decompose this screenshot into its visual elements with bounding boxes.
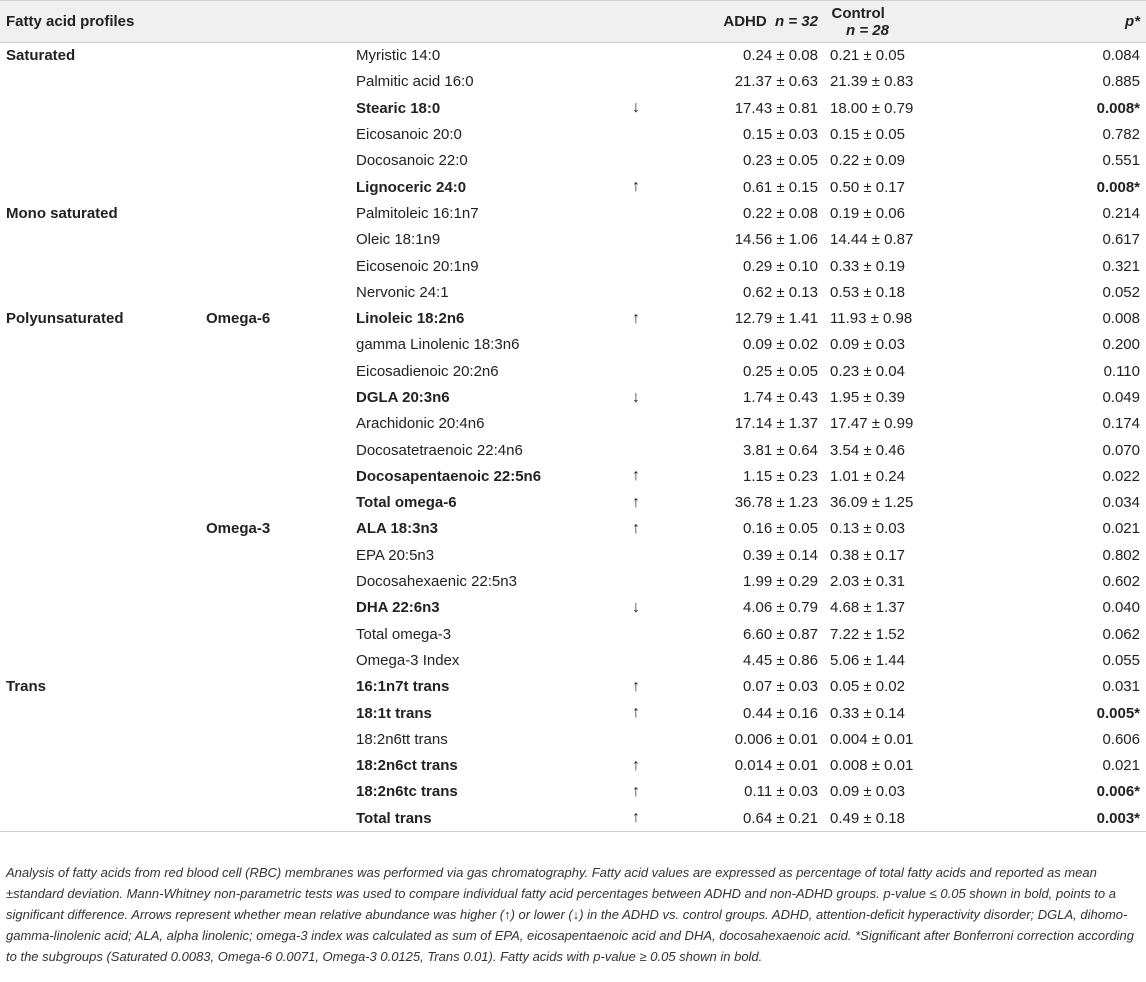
- cell-p-value: 0.008*: [1096, 178, 1140, 196]
- cell-direction-arrow: [604, 647, 694, 673]
- cell-control-value: 1.95 ± 0.39: [830, 389, 905, 406]
- cell-fatty-acid: Lignoceric 24:0: [356, 178, 467, 196]
- cell-p-value: 0.321: [1102, 257, 1140, 275]
- cell-direction-arrow: [604, 148, 694, 174]
- cell-direction-arrow: ↑: [632, 493, 640, 511]
- table-header-row: [0, 1, 1146, 43]
- cell-group: [0, 542, 200, 568]
- cell-control-value: 0.008 ± 0.01: [830, 757, 914, 775]
- cell-group: [0, 437, 200, 463]
- table-row: [0, 647, 1146, 673]
- table-row: [0, 253, 1146, 279]
- header-control-label: Control: [831, 4, 885, 22]
- cell-direction-arrow: ↓: [632, 99, 640, 117]
- cell-control-value: 1.01 ± 0.24: [830, 467, 905, 485]
- table-row: [0, 542, 1146, 568]
- cell-subgroup: [200, 174, 346, 200]
- cell-group: [0, 174, 200, 200]
- table-row: [0, 726, 1146, 752]
- header-control: [824, 1, 1017, 43]
- cell-fatty-acid: Eicosanoic 20:0: [356, 126, 462, 144]
- cell-group: [0, 779, 200, 805]
- cell-fatty-acid: Palmitic acid 16:0: [356, 73, 474, 91]
- cell-direction-arrow: [604, 568, 694, 594]
- table-row: [0, 779, 1146, 805]
- cell-adhd-value: 17.14 ± 1.37: [734, 415, 818, 433]
- cell-adhd-value: 6.60 ± 0.87: [743, 625, 818, 643]
- cell-group: [0, 358, 200, 384]
- cell-direction-arrow: [604, 332, 694, 358]
- cell-fatty-acid: 18:2n6tt trans: [356, 730, 448, 748]
- table-body: [0, 43, 1146, 832]
- cell-control-value: 0.50 ± 0.17: [830, 178, 905, 196]
- cell-p-value: 0.110: [1103, 362, 1140, 380]
- cell-fatty-acid: Docosapentaenoic 22:5n6: [356, 467, 542, 485]
- cell-p-value: 0.021: [1102, 757, 1140, 775]
- cell-p-value: 0.005*: [1096, 704, 1140, 722]
- cell-control-value: 4.68 ± 1.37: [830, 599, 905, 617]
- cell-subgroup: [200, 121, 346, 147]
- cell-p-value: 0.617: [1102, 231, 1140, 249]
- cell-group: [0, 568, 200, 594]
- cell-adhd-value: 1.15 ± 0.23: [743, 467, 818, 485]
- cell-subgroup: [200, 437, 346, 463]
- cell-p-value: 0.606: [1102, 730, 1140, 748]
- cell-control-value: 0.49 ± 0.18: [824, 805, 1017, 831]
- cell-control-value: 3.54 ± 0.46: [830, 441, 905, 459]
- cell-adhd-value: 21.37 ± 0.63: [734, 73, 818, 91]
- cell-control-value: 5.06 ± 1.44: [830, 651, 905, 669]
- cell-subgroup: [200, 621, 346, 647]
- cell-fatty-acid: Omega-3 Index: [356, 651, 460, 669]
- cell-fatty-acid: ALA 18:3n3: [356, 520, 438, 538]
- cell-subgroup: [200, 384, 346, 410]
- cell-control-value: 17.47 ± 0.99: [830, 415, 914, 433]
- cell-p-value: 0.031: [1102, 678, 1140, 696]
- cell-subgroup: [200, 148, 346, 174]
- table-row: [0, 463, 1146, 489]
- table-row: [0, 227, 1146, 253]
- cell-adhd-value: 36.78 ± 1.23: [734, 494, 818, 512]
- cell-adhd-value: 14.56 ± 1.06: [734, 231, 818, 249]
- cell-p-value: 0.003*: [1017, 805, 1146, 831]
- cell-p-value: 0.802: [1102, 546, 1140, 564]
- cell-fatty-acid: Nervonic 24:1: [356, 283, 449, 301]
- table-row: [0, 437, 1146, 463]
- cell-fatty-acid: Stearic 18:0: [356, 99, 441, 117]
- cell-p-value: 0.006*: [1096, 783, 1140, 801]
- cell-direction-arrow: ↓: [632, 388, 640, 406]
- cell-group: [0, 148, 200, 174]
- cell-fatty-acid: Docosanoic 22:0: [356, 152, 468, 170]
- cell-p-value: 0.008: [1102, 310, 1140, 328]
- cell-group: [0, 621, 200, 647]
- cell-group: [0, 384, 200, 410]
- cell-subgroup: [200, 69, 346, 95]
- cell-fatty-acid: DGLA 20:3n6: [356, 389, 450, 406]
- cell-adhd-value: 0.25 ± 0.05: [743, 362, 818, 380]
- cell-group: [0, 516, 200, 542]
- table-row: [0, 621, 1146, 647]
- cell-fatty-acid: Total omega-3: [356, 625, 452, 643]
- cell-subgroup: [200, 95, 346, 121]
- cell-adhd-value: 3.81 ± 0.64: [743, 441, 818, 459]
- cell-control-value: 0.22 ± 0.09: [830, 152, 905, 170]
- cell-group: [0, 121, 200, 147]
- table-row: [0, 69, 1146, 95]
- cell-group: [0, 279, 200, 305]
- cell-subgroup: [200, 674, 346, 700]
- cell-control-value: 0.09 ± 0.03: [830, 783, 905, 801]
- table-row: [0, 411, 1146, 437]
- cell-adhd-value: 0.09 ± 0.02: [743, 336, 818, 354]
- cell-group: [0, 805, 200, 831]
- cell-control-value: 0.15 ± 0.05: [830, 126, 905, 144]
- cell-subgroup: [200, 227, 346, 253]
- cell-direction-arrow: [604, 726, 694, 752]
- header-arrow: [604, 1, 694, 43]
- cell-adhd-value: 0.07 ± 0.03: [743, 678, 818, 696]
- cell-subgroup: [200, 43, 346, 69]
- cell-control-value: 0.09 ± 0.03: [830, 336, 905, 354]
- table-row: [0, 674, 1146, 700]
- cell-group: [0, 463, 200, 489]
- cell-subgroup: [200, 779, 346, 805]
- header-adhd: [694, 1, 824, 43]
- cell-p-value: 0.200: [1102, 336, 1140, 354]
- table-row: [0, 595, 1146, 621]
- cell-p-value: 0.021: [1102, 520, 1140, 538]
- table-row: [0, 174, 1146, 200]
- cell-group: [0, 253, 200, 279]
- cell-direction-arrow: ↑: [632, 677, 640, 695]
- table-row: [0, 805, 1146, 831]
- cell-control-value: 0.13 ± 0.03: [830, 520, 905, 538]
- cell-subgroup: Omega-6: [206, 310, 271, 328]
- cell-subgroup: [200, 358, 346, 384]
- cell-fatty-acid: Eicosenoic 20:1n9: [356, 257, 479, 275]
- header-p-label: p*: [1125, 13, 1140, 30]
- table-row: [0, 358, 1146, 384]
- cell-direction-arrow: [604, 279, 694, 305]
- cell-fatty-acid: 16:1n7t trans: [356, 678, 450, 696]
- header-subgroup: [200, 1, 346, 43]
- cell-p-value: 0.034: [1102, 494, 1140, 512]
- cell-p-value: 0.008*: [1096, 99, 1140, 117]
- cell-control-value: 0.33 ± 0.14: [830, 704, 905, 722]
- cell-adhd-value: 0.014 ± 0.01: [734, 757, 818, 775]
- cell-direction-arrow: ↑: [632, 782, 640, 800]
- cell-fatty-acid: 18:1t trans: [356, 704, 432, 722]
- cell-direction-arrow: [604, 43, 694, 69]
- table-row: [0, 43, 1146, 69]
- cell-adhd-value: 4.45 ± 0.86: [743, 651, 818, 669]
- cell-group: [0, 726, 200, 752]
- cell-adhd-value: 12.79 ± 1.41: [734, 310, 818, 328]
- cell-adhd-value: 0.39 ± 0.14: [743, 546, 818, 564]
- cell-p-value: 0.052: [1102, 283, 1140, 301]
- cell-direction-arrow: [604, 253, 694, 279]
- cell-control-value: 11.93 ± 0.98: [830, 310, 913, 328]
- table-row: [0, 753, 1146, 779]
- cell-adhd-value: 0.22 ± 0.08: [743, 204, 818, 222]
- cell-direction-arrow: ↑: [632, 756, 640, 774]
- cell-fatty-acid: Palmitoleic 16:1n7: [356, 204, 479, 222]
- cell-control-value: 0.19 ± 0.06: [830, 204, 905, 222]
- cell-subgroup: [200, 753, 346, 779]
- cell-p-value: 0.214: [1102, 204, 1140, 222]
- cell-subgroup: [200, 463, 346, 489]
- cell-control-value: 0.21 ± 0.05: [830, 47, 905, 65]
- cell-control-value: 0.33 ± 0.19: [830, 257, 905, 275]
- cell-fatty-acid: Arachidonic 20:4n6: [356, 415, 485, 433]
- cell-fatty-acid: 18:2n6ct trans: [356, 757, 458, 775]
- cell-adhd-value: 0.24 ± 0.08: [743, 47, 818, 65]
- cell-subgroup: [200, 700, 346, 726]
- cell-adhd-value: 0.15 ± 0.03: [743, 126, 818, 144]
- cell-fatty-acid: Total omega-6: [356, 494, 457, 512]
- table-row: [0, 279, 1146, 305]
- cell-p-value: 0.040: [1102, 599, 1140, 617]
- cell-subgroup: [200, 595, 346, 621]
- cell-p-value: 0.062: [1102, 625, 1140, 643]
- cell-direction-arrow: ↑: [632, 704, 640, 722]
- cell-fatty-acid: EPA 20:5n3: [356, 546, 435, 564]
- cell-subgroup: [200, 805, 346, 831]
- cell-fatty-acid: 18:2n6tc trans: [356, 783, 458, 801]
- table-row: [0, 332, 1146, 358]
- cell-direction-arrow: [604, 411, 694, 437]
- cell-adhd-value: 0.62 ± 0.13: [743, 283, 818, 301]
- cell-control-value: 0.38 ± 0.17: [830, 546, 905, 564]
- table-row: [0, 700, 1146, 726]
- cell-control-value: 0.05 ± 0.02: [830, 678, 905, 696]
- cell-group: [0, 595, 200, 621]
- cell-subgroup: [200, 726, 346, 752]
- cell-group: [0, 490, 200, 516]
- cell-adhd-value: 0.23 ± 0.05: [743, 152, 818, 170]
- cell-fatty-acid: Docosatetraenoic 22:4n6: [356, 441, 523, 459]
- cell-control-value: 2.03 ± 0.31: [830, 573, 905, 591]
- cell-adhd-value: 0.006 ± 0.01: [734, 730, 818, 748]
- cell-group: [0, 700, 200, 726]
- header-profiles: Fatty acid profiles: [0, 1, 200, 43]
- cell-p-value: 0.055: [1102, 651, 1140, 669]
- cell-direction-arrow: ↑: [604, 805, 694, 831]
- cell-subgroup: [200, 253, 346, 279]
- table-row: [0, 305, 1146, 331]
- table-footnote: Analysis of fatty acids from red blood cell (RBC) membranes was performed via gas chromatography. Fatty acid values are expressed as percentage of total fatty acids and reported as mean ±standard deviation. Mann-Whitney non-parametric tests was used to compare individual fatty acid percentages between ADHD and non-ADHD groups. p-value ≤ 0.05 shown in bold, points to a significant difference. Arrows represent whether mean relative abundance was higher (↑) or lower (↓) in the ADHD vs. control groups. ADHD, attention-deficit hyperactivity disorder; DGLA, dihomo-gamma-linolenic acid; ALA, alpha linolenic; omega-3 index was calculated as sum of EPA, eicosapentaenoic acid and DHA, docosahexaenoic acid. *Significant after Bonferroni correction according to the subgroups (Saturated 0.0083, Omega-6 0.0071, Omega-3 0.0125, Trans 0.01). Fatty acids with p-value ≥ 0.05 shown in bold.: [6, 865, 1135, 964]
- cell-subgroup: [200, 568, 346, 594]
- cell-adhd-value: 0.16 ± 0.05: [743, 520, 818, 538]
- cell-p-value: 0.070: [1102, 441, 1140, 459]
- cell-direction-arrow: [604, 121, 694, 147]
- header-control-n: n = 28: [846, 21, 889, 39]
- cell-control-value: 0.23 ± 0.04: [830, 362, 905, 380]
- cell-control-value: 18.00 ± 0.79: [830, 99, 914, 117]
- cell-group: Mono saturated: [6, 204, 118, 222]
- cell-fatty-acid: Docosahexaenic 22:5n3: [356, 573, 517, 591]
- cell-direction-arrow: [604, 227, 694, 253]
- cell-fatty-acid: Myristic 14:0: [356, 47, 441, 65]
- cell-adhd-value: 4.06 ± 0.79: [743, 599, 818, 617]
- cell-control-value: 36.09 ± 1.25: [830, 494, 914, 512]
- cell-direction-arrow: [604, 200, 694, 226]
- cell-group: [0, 69, 200, 95]
- cell-direction-arrow: [604, 621, 694, 647]
- table-row: [0, 121, 1146, 147]
- cell-adhd-value: 0.11 ± 0.03: [744, 783, 818, 801]
- cell-fatty-acid: Total trans: [346, 805, 604, 831]
- cell-fatty-acid: Oleic 18:1n9: [356, 231, 441, 249]
- cell-p-value: 0.602: [1102, 573, 1140, 591]
- cell-control-value: 0.004 ± 0.01: [830, 730, 914, 748]
- cell-group: [0, 753, 200, 779]
- cell-adhd-value: 0.61 ± 0.15: [743, 178, 818, 196]
- table-row: [0, 200, 1146, 226]
- table-row: [0, 148, 1146, 174]
- table-row: [0, 516, 1146, 542]
- cell-group: [0, 647, 200, 673]
- cell-subgroup: Omega-3: [206, 520, 271, 538]
- cell-control-value: 14.44 ± 0.87: [830, 231, 914, 249]
- cell-group: Polyunsaturated: [6, 310, 124, 328]
- cell-adhd-value: 1.74 ± 0.43: [743, 389, 818, 406]
- cell-subgroup: [200, 542, 346, 568]
- cell-control-value: 0.53 ± 0.18: [830, 283, 905, 301]
- cell-adhd-value: 0.29 ± 0.10: [743, 257, 818, 275]
- cell-control-value: 7.22 ± 1.52: [830, 625, 905, 643]
- cell-p-value: 0.084: [1102, 47, 1140, 65]
- table-row: [0, 490, 1146, 516]
- header-acid: [346, 1, 604, 43]
- cell-direction-arrow: ↑: [632, 309, 640, 327]
- cell-direction-arrow: [604, 542, 694, 568]
- cell-p-value: 0.049: [1102, 389, 1140, 406]
- cell-adhd-value: 0.64 ± 0.21: [694, 805, 824, 831]
- cell-direction-arrow: ↑: [632, 467, 640, 485]
- cell-fatty-acid: DHA 22:6n3: [356, 599, 440, 617]
- cell-direction-arrow: ↓: [632, 598, 640, 616]
- cell-control-value: 21.39 ± 0.83: [830, 73, 914, 91]
- cell-group: [0, 95, 200, 121]
- cell-adhd-value: 1.99 ± 0.29: [743, 573, 818, 591]
- cell-subgroup: [200, 200, 346, 226]
- cell-p-value: 0.551: [1102, 152, 1140, 170]
- cell-subgroup: [200, 332, 346, 358]
- cell-group: [0, 227, 200, 253]
- cell-adhd-value: 0.44 ± 0.16: [743, 704, 818, 722]
- cell-group: Saturated: [6, 47, 76, 65]
- header-p: [1017, 1, 1146, 43]
- cell-p-value: 0.174: [1102, 415, 1140, 433]
- table-row: [0, 95, 1146, 121]
- cell-fatty-acid: Eicosadienoic 20:2n6: [356, 362, 499, 380]
- cell-fatty-acid: gamma Linolenic 18:3n6: [356, 336, 520, 354]
- cell-p-value: 0.782: [1102, 126, 1140, 144]
- cell-subgroup: [200, 647, 346, 673]
- cell-group: [0, 411, 200, 437]
- cell-p-value: 0.885: [1102, 73, 1140, 91]
- cell-direction-arrow: [604, 358, 694, 384]
- cell-p-value: 0.022: [1102, 467, 1140, 485]
- cell-direction-arrow: [604, 69, 694, 95]
- cell-subgroup: [200, 411, 346, 437]
- table-row: [0, 568, 1146, 594]
- cell-direction-arrow: ↑: [632, 178, 640, 196]
- cell-subgroup: [200, 490, 346, 516]
- cell-direction-arrow: ↑: [632, 519, 640, 537]
- cell-adhd-value: 17.43 ± 0.81: [734, 99, 818, 117]
- table-row: [0, 384, 1146, 410]
- cell-fatty-acid: Linoleic 18:2n6: [356, 310, 465, 328]
- cell-group: Trans: [6, 678, 47, 696]
- header-adhd-label: ADHD: [723, 13, 767, 30]
- header-adhd-n: n = 32: [775, 13, 818, 30]
- cell-direction-arrow: [604, 437, 694, 463]
- cell-group: [0, 332, 200, 358]
- cell-subgroup: [200, 279, 346, 305]
